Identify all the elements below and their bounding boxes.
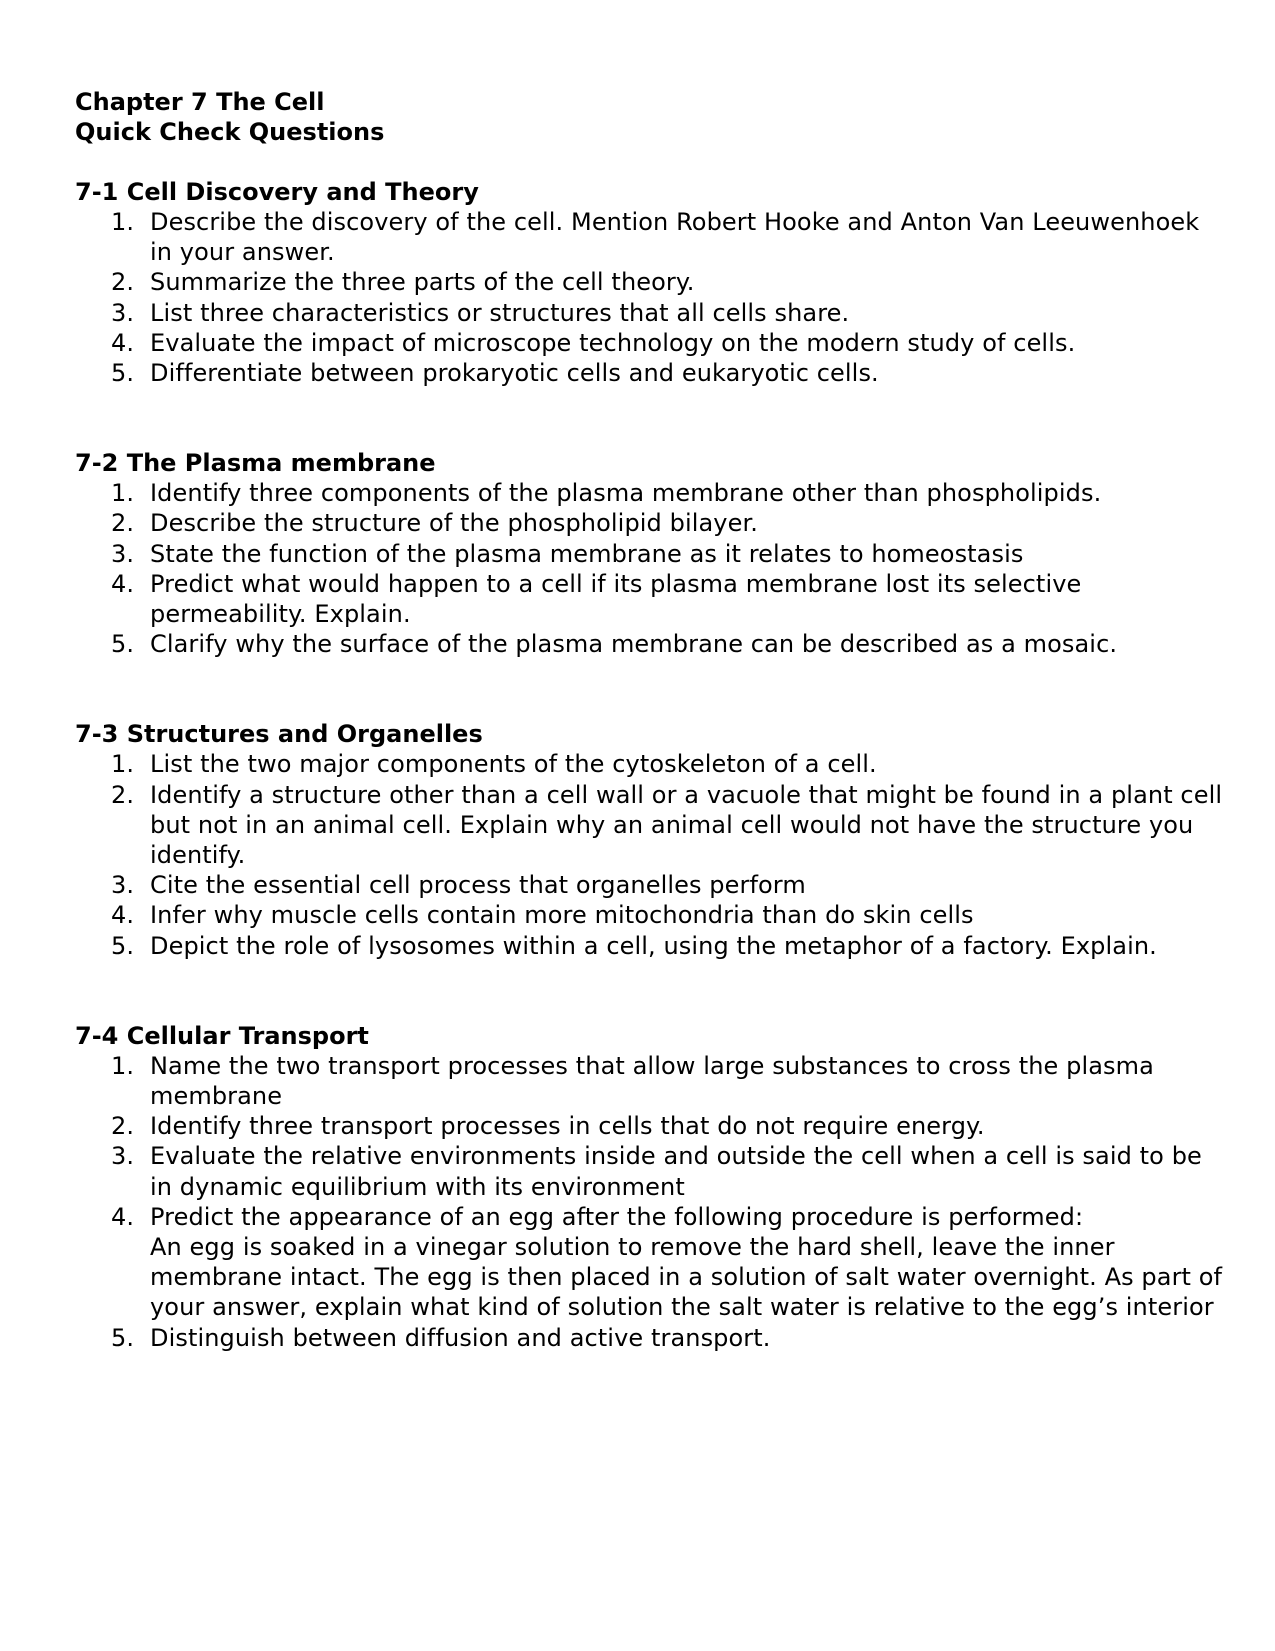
- question-number: 3.: [111, 298, 135, 327]
- question-number: 1.: [111, 750, 135, 779]
- question-number: 2.: [111, 509, 135, 538]
- question-text: Identify three transport processes in cells that do not require energy.: [150, 1112, 985, 1141]
- section-spacer: [75, 961, 1225, 1021]
- question-text: State the function of the plasma membrane as it relates to homeostasis: [150, 539, 1024, 568]
- question-text: Name the two transport processes that allow large substances to cross the plasma membrane: [150, 1051, 1154, 1111]
- question-text: Depict the role of lysosomes within a cell, using the metaphor of a factory. Explain.: [150, 931, 1157, 960]
- question-number: 4.: [111, 328, 135, 357]
- question-text: List three characteristics or structures that all cells share.: [150, 298, 850, 327]
- question-text: List the two major components of the cytoskeleton of a cell.: [150, 750, 877, 779]
- question-list: [75, 749, 1225, 960]
- section-7-1: [75, 177, 1225, 388]
- question-item: [75, 508, 1225, 538]
- section-7-2: [75, 448, 1225, 659]
- section-heading: 7-4 Cellular Transport: [75, 1021, 369, 1050]
- section-7-4: [75, 1021, 1225, 1353]
- question-subtext: An egg is soaked in a vinegar solution to remove the hard shell, leave the inner membrane intact. The egg is then placed in a solution of salt water overnight. As part of your answer, explain what kind of solution the salt water is relative to the egg’s interior: [150, 1233, 1223, 1322]
- question-text: Infer why muscle cells contain more mitochondria than do skin cells: [150, 901, 974, 930]
- question-number: 2.: [111, 1112, 135, 1141]
- question-item: [75, 1051, 1225, 1111]
- question-text: Evaluate the impact of microscope technology on the modern study of cells.: [150, 328, 1076, 357]
- question-text: Identify a structure other than a cell wall or a vacuole that might be found in a plant cell but not in an animal cell. Explain why an animal cell would not have the structure you identify.: [150, 780, 1223, 870]
- question-item: [75, 1202, 1225, 1323]
- question-item: [75, 569, 1225, 629]
- question-item: [75, 358, 1225, 388]
- document-page: [75, 87, 1225, 1353]
- question-text: Predict the appearance of an egg after the following procedure is performed:: [150, 1202, 1084, 1231]
- document-title: Chapter 7 The Cell: [75, 88, 325, 116]
- question-text: Describe the discovery of the cell. Mention Robert Hooke and Anton Van Leeuwenhoek in your answer.: [150, 208, 1200, 267]
- question-number: 5.: [111, 359, 135, 388]
- question-item: [75, 1141, 1225, 1201]
- question-list: [75, 1051, 1225, 1353]
- question-text: Differentiate between prokaryotic cells and eukaryotic cells.: [150, 359, 879, 388]
- question-item: [75, 267, 1225, 297]
- question-item: [75, 749, 1225, 779]
- question-item: [75, 780, 1225, 871]
- question-item: [75, 629, 1225, 659]
- question-text: Describe the structure of the phospholipid bilayer.: [150, 509, 758, 538]
- question-number: 5.: [111, 1323, 135, 1352]
- question-item: [75, 539, 1225, 569]
- question-number: 4.: [111, 569, 135, 598]
- question-number: 1.: [111, 479, 135, 508]
- question-number: 3.: [111, 871, 135, 900]
- question-number: 3.: [111, 539, 135, 568]
- question-item: [75, 328, 1225, 358]
- section-heading: 7-3 Structures and Organelles: [75, 720, 483, 749]
- section-7-3: [75, 719, 1225, 960]
- document-title-block: [75, 87, 1225, 147]
- question-item: [75, 207, 1225, 267]
- question-item: [75, 1323, 1225, 1353]
- section-heading: 7-1 Cell Discovery and Theory: [75, 178, 479, 206]
- question-number: 1.: [111, 1051, 135, 1080]
- question-text: Summarize the three parts of the cell theory.: [150, 268, 695, 297]
- question-item: [75, 931, 1225, 961]
- question-text: Clarify why the surface of the plasma membrane can be described as a mosaic.: [150, 630, 1118, 659]
- question-list: [75, 478, 1225, 659]
- question-number: 4.: [111, 901, 135, 930]
- question-item: [75, 900, 1225, 930]
- question-item: [75, 870, 1225, 900]
- section-spacer: [75, 388, 1225, 448]
- question-number: 2.: [111, 268, 135, 297]
- section-heading: 7-2 The Plasma membrane: [75, 449, 436, 478]
- document-subtitle: Quick Check Questions: [75, 118, 385, 146]
- question-text: Distinguish between diffusion and active transport.: [150, 1323, 771, 1352]
- question-text: Predict what would happen to a cell if its plasma membrane lost its selective permeability. Explain.: [150, 569, 1082, 629]
- question-item: [75, 1111, 1225, 1141]
- question-number: 5.: [111, 931, 135, 960]
- question-item: [75, 298, 1225, 328]
- question-item: [75, 478, 1225, 508]
- question-number: 5.: [111, 630, 135, 659]
- question-number: 4.: [111, 1202, 135, 1231]
- section-spacer: [75, 659, 1225, 719]
- question-text: Evaluate the relative environments inside and outside the cell when a cell is said to be in dynamic equilibrium with its environment: [150, 1142, 1202, 1201]
- question-number: 2.: [111, 780, 135, 809]
- question-list: [75, 207, 1225, 388]
- question-number: 3.: [111, 1142, 135, 1171]
- question-text: Cite the essential cell process that organelles perform: [150, 871, 806, 900]
- question-text: Identify three components of the plasma membrane other than phospholipids.: [150, 479, 1102, 508]
- question-number: 1.: [111, 208, 135, 236]
